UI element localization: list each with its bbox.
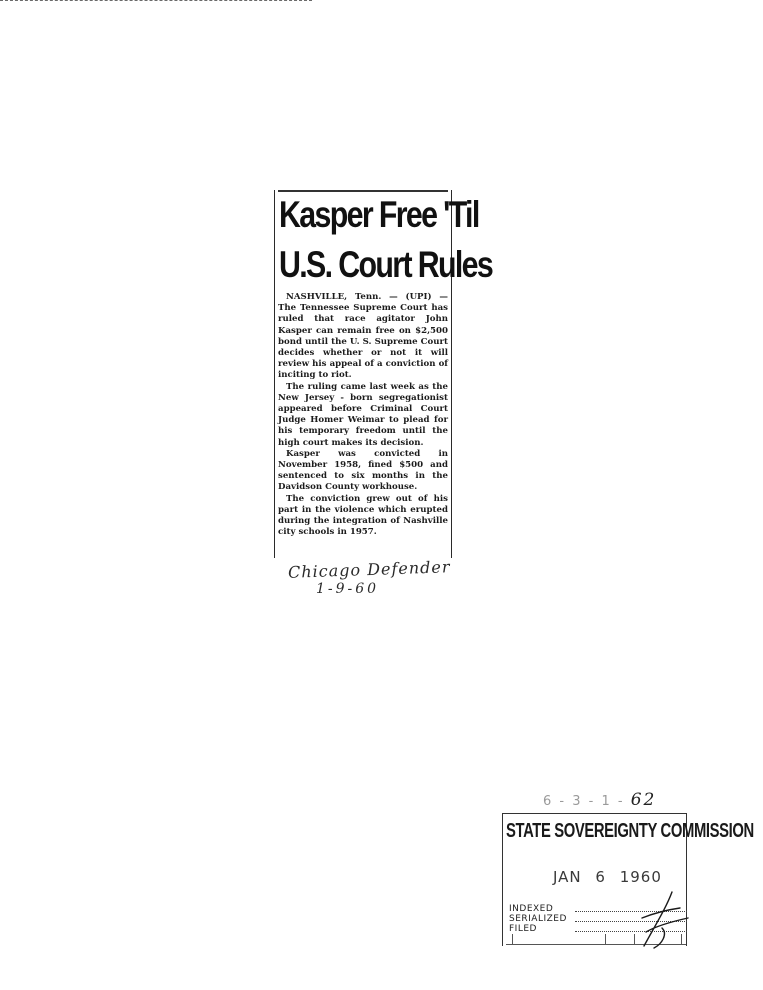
file-number-faint: 6 - 3 - 1 - — [543, 794, 625, 809]
article-paragraph-4: The conviction grew out of his part in the violence which erupted during the integration of Nashville city schools in 1957. — [278, 493, 448, 538]
stamp-field-label: SERIALIZED — [509, 914, 567, 924]
perforation-line — [0, 0, 312, 3]
headline-line-2: U.S. Court Rules — [279, 244, 493, 285]
stamp-title: STATE SOVEREIGNTY COMMISSION — [506, 820, 754, 842]
stamp-field-serialized — [509, 914, 567, 924]
article-paragraph-2: The ruling came last week as the New Jersey - born segregationist appeared before Criminal Court Judge Homer Weimar to plead for his temporary freedom until the high court makes its decision. — [278, 381, 448, 448]
article-body — [278, 292, 448, 538]
stamp-date: JAN 6 1960 — [553, 868, 662, 886]
file-number — [543, 790, 656, 810]
handwritten-date: 1-9-60 — [316, 581, 380, 597]
handwritten-initials-icon — [632, 888, 692, 952]
headline-line-1: Kasper Free 'Til — [279, 194, 479, 235]
article-paragraph-1: NASHVILLE, Tenn. — (UPI) — The Tennessee Supreme Court has ruled that race agitator John Kasper can remain free on $2,500 bond until the U. S. Supreme Court decides whether or not it will review his appeal of a conviction of inciting to riot. — [278, 292, 448, 381]
stamp-field-label: INDEXED — [509, 904, 554, 914]
stamp-field-indexed — [509, 904, 553, 914]
stamp-field-filed — [509, 924, 537, 934]
stamp-border-left — [502, 813, 503, 946]
file-number-handwritten: 62 — [630, 790, 657, 810]
stamp-field-label: FILED — [509, 924, 537, 934]
handwritten-source: Chicago Defender — [287, 557, 451, 582]
stamp-border-top — [502, 813, 686, 814]
article-paragraph-3: Kasper was convicted in November 1958, fined $500 and sentenced to six months in the Davidson County workhouse. — [278, 448, 448, 493]
